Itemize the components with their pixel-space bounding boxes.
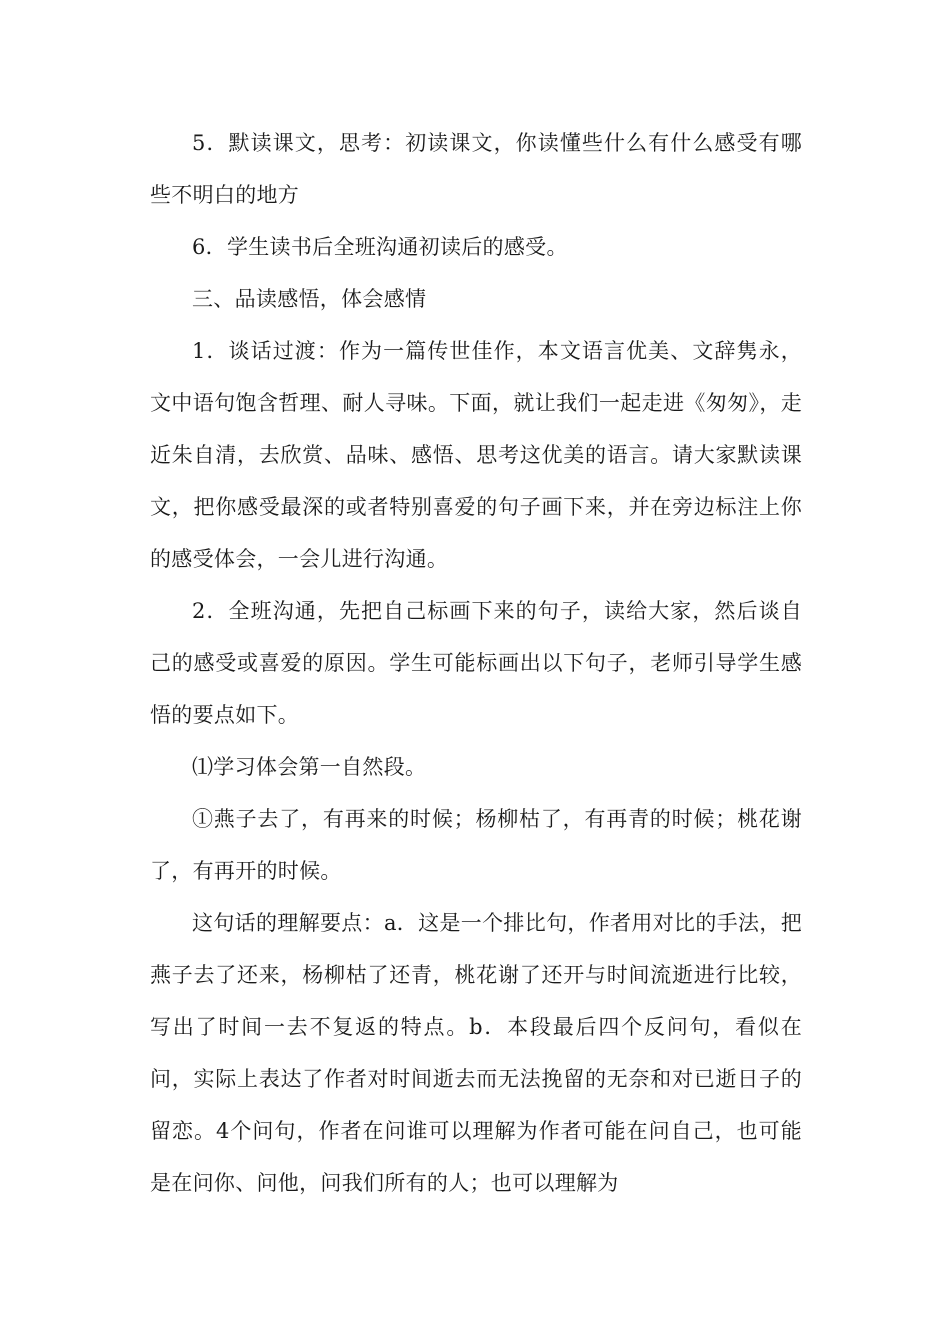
paragraph-step-6: 6．学生读书后全班沟通初读后的感受。 (192, 235, 568, 259)
document-body (150, 117, 802, 1209)
paragraph-class-discussion: 2．全班沟通，先把自己标画下来的句子，读给大家，然后谈自己的感受或喜爱的原因。学生可能标画出以下句子，老师引导学生感悟的要点如下。 (150, 599, 802, 727)
paragraph-analysis: 这句话的理解要点：a．这是一个排比句，作者用对比的手法，把燕子去了还来，杨柳枯了还青，桃花谢了还开与时间流逝进行比较，写出了时间一去不复返的特点。b．本段最后四个反问句，看似在问，实际上表达了作者对时间逝去而无法挽留的无奈和对已逝日子的留恋。4个问句，作者在问谁可以理解为作者可能在问自己，也可能是在问你、问他，问我们所有的人；也可以理解为 (150, 911, 802, 1195)
paragraph-transition: 1．谈话过渡：作为一篇传世佳作，本文语言优美、文辞隽永，文中语句饱含哲理、耐人寻味。下面，就让我们一起走进《匆匆》，走近朱自清，去欣赏、品味、感悟、思考这优美的语言。请大家默读课文，把你感受最深的或者特别喜爱的句子画下来，并在旁边标注上你的感受体会，一会儿进行沟通。 (150, 339, 802, 571)
subheading-first-paragraph: ⑴学习体会第一自然段。 (192, 755, 427, 779)
quoted-sentence: ①燕子去了，有再来的时候；杨柳枯了，有再青的时候；桃花谢了，有再开的时候。 (150, 807, 802, 883)
section-heading-3: 三、品读感悟，体会感情 (192, 287, 427, 311)
paragraph-step-5: 5．默读课文，思考：初读课文，你读懂些什么有什么感受有哪些不明白的地方 (150, 131, 802, 207)
